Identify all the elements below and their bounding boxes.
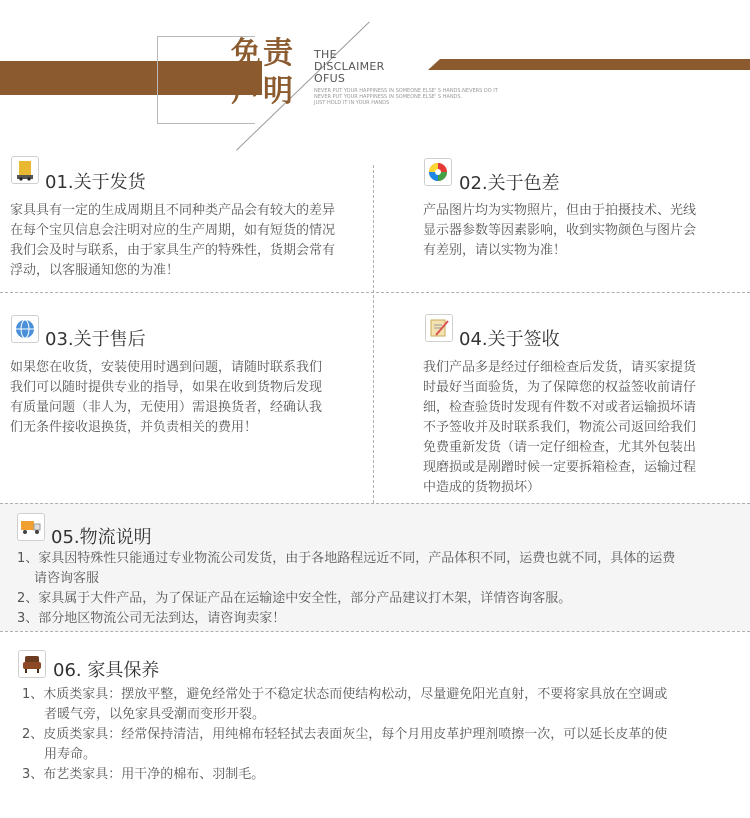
banner-title-en: THE DISCLAIMER OFUS xyxy=(314,48,385,85)
divider-column xyxy=(373,165,374,503)
divider-row-3 xyxy=(0,631,750,632)
divider-row-2 xyxy=(0,503,750,504)
banner-right-band xyxy=(428,59,750,70)
truck-icon xyxy=(17,513,45,541)
sofa-chair-icon xyxy=(18,650,46,678)
section-title: 04.关于签收 xyxy=(459,329,560,350)
disclaimer-banner xyxy=(0,0,750,140)
color-wheel-icon xyxy=(424,158,452,186)
section-body: 1、家具因特殊性只能通过专业物流公司发货，由于各地路程远近不同，产品体积不同，运费也就不同，具体的运费 请咨询客服 2、家具属于大件产品，为了保证产品在运输途中安全性，部分产品建议打木架，详情咨询客服。 3、部分地区物流公司无法到达，请咨询卖家！ xyxy=(17,551,676,626)
section-title: 01.关于发货 xyxy=(45,172,146,193)
section-title: 03.关于售后 xyxy=(45,329,146,350)
section-body: 我们产品多是经过仔细检查后发货，请买家提货 时最好当面验货，为了保障您的权益签收前请仔 细，检查验货时发现有件数不对或者运输损坏请 不予签收并及时联系我们，物流公司返回给我们 免费重新发货（请一定仔细检查，尤其外包装出 现磨损或是剐蹭时候一定要拆箱检查，运输过程 中造成的货物损坏） xyxy=(423,360,697,495)
section-title: 02.关于色差 xyxy=(459,173,560,194)
section-body: 产品图片均为实物照片，但由于拍摄技术、光线 显示器参数等因素影响，收到实物颜色与图片会 有差别，请以实物为准！ xyxy=(423,203,697,258)
section-title: 05.物流说明 xyxy=(51,527,152,548)
section-body: 1、木质类家具：摆放平整，避免经常处于不稳定状态而使结构松动，尽量避免阳光直射，不要将家具放在空调或 者暖气旁，以免家具受潮而变形开裂。 2、皮质类家具：经常保持清洁，用纯棉布轻轻拭去表面灰尘，每个月用皮革护理剂喷擦一次，可以延长皮革的使 用寿命。 3、布艺类家具：用干净的棉布、羽制毛。 xyxy=(22,687,668,782)
section-body: 如果您在收货，安装使用时遇到问题，请随时联系我们 我们可以随时提供专业的指导，如果在收到货物后发现 有质量问题（非人为，无使用）需退换货者，经确认我 们无条件接收退换货，并负责相关的费用！ xyxy=(10,360,323,435)
divider-row-1 xyxy=(0,292,750,293)
banner-title-cn: 免责 声明 xyxy=(231,36,295,109)
sign-pen-icon xyxy=(425,314,453,342)
delivery-box-icon xyxy=(11,156,39,184)
section-title: 06. 家具保养 xyxy=(53,660,160,681)
banner-small-print: NEVER PUT YOUR HAPPINESS IN SOMEONE ELSE' S HANDS.NEVERS DO IT NEVER PUT YOUR HAPPINESS IN SOMEONE ELSE' S HANDS. JUST HOLD IT IN YOUR HANDS xyxy=(314,88,498,106)
section-body: 家具具有一定的生成周期且不同种类产品会有较大的差异 在每个宝贝信息会注明对应的生产周期，如有短货的情况 我们会及时与联系，由于家具生产的特殊性，货期会常有 浮动，以客服通知您的为准！ xyxy=(10,203,336,278)
service-globe-icon xyxy=(11,315,39,343)
